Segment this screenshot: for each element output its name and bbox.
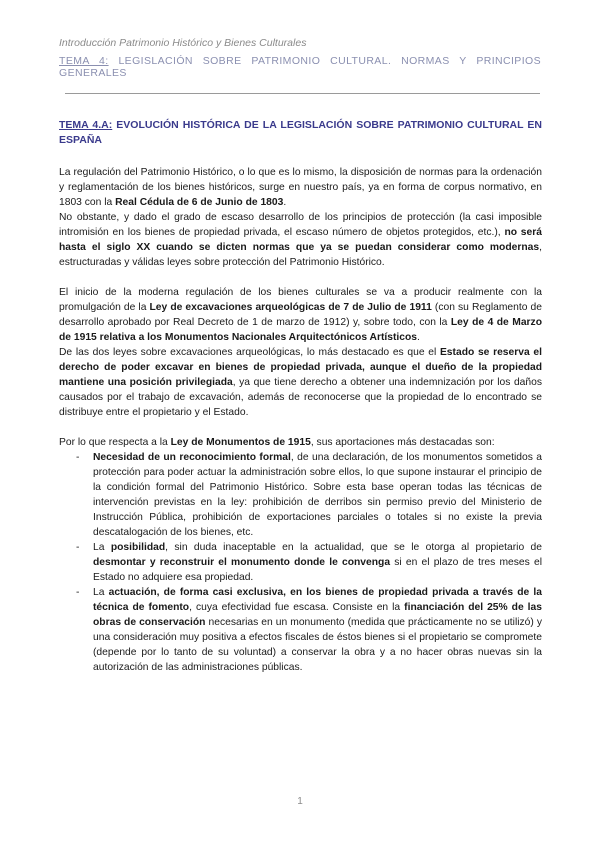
paragraph-3 xyxy=(59,285,542,345)
paragraph-4 xyxy=(59,345,542,420)
header-divider xyxy=(65,93,540,94)
text: . xyxy=(283,197,287,208)
paragraph-1 xyxy=(59,165,542,210)
list-item xyxy=(59,540,542,585)
bold-text: Ley de excavaciones arqueológicas de 7 de Julio de 1911 xyxy=(149,302,432,313)
text: necesarias en un monumento (medida que prácticamente no se utilizó) y una consideración muy positiva a efectos fiscales de éstos bienes si el propietario se compromete (depende por lo tanto de su voluntad) a conservar la obra y a no hacer obras nuevas sin la autorización de las administraciones públicas. xyxy=(93,617,542,673)
bold-text: posibilidad xyxy=(110,542,166,553)
list-dash: - xyxy=(76,452,80,463)
text: El inicio de la moderna regulación de los bienes culturales se va a producir realmente con la promulgación de la xyxy=(59,287,542,313)
text: , de una declaración, de los monumentos sometidos a protección para poder actuar la administración sobre ellos, lo que supone instaurar el principio de la condición formal del Patrimonio Histórico. Sobre esta base operan todas las técnicas de intervención previstas en la ley: prohibición de derribos sin permiso previo del Ministerio de Instrucción Pública, prohibición de exportaciones parciales o totales si no existe la previa descatalogación de los bienes, etc. xyxy=(93,452,542,538)
text: De las dos leyes sobre excavaciones arqueológicas, lo más destacado es que el xyxy=(59,347,440,358)
bold-text: Ley de Monumentos de 1915 xyxy=(170,437,311,448)
topic-title: LEGISLACIÓN SOBRE PATRIMONIO CULTURAL. NORMAS Y PRINCIPIOS GENERALES xyxy=(59,55,541,79)
bold-text: Estado se reserva el derecho de poder excavar en bienes de propiedad privada, aunque el dueño de la propiedad mantiene una posición privilegiada xyxy=(59,347,542,388)
text: , cuya efectividad fue escasa. Consiste en la xyxy=(189,602,405,613)
text: si en el plazo de tres meses el Estado no adquiere esa propiedad. xyxy=(93,557,543,583)
topic-header xyxy=(59,55,541,79)
paragraph-5 xyxy=(59,435,542,450)
text: , sus aportaciones más destacadas son: xyxy=(310,437,495,448)
text: No obstante, y dado el grado de escaso desarrollo de los principios de protección (la casi imposible intromisión en los bienes de propiedad privada, el escaso número de objetos protegidos, etc.), xyxy=(59,212,542,238)
section-label: TEMA 4.A: xyxy=(59,119,113,131)
topic-label: TEMA 4: xyxy=(59,55,109,67)
text: , ya que tiene derecho a obtener una indemnización por los daños causados por el trabajo de excavación, además de reconocerse que la propiedad de lo encontrado se distribuye entre el propietario y el Estado. xyxy=(59,377,542,418)
bold-text: actuación, de forma casi exclusiva, en los bienes de propiedad privada a través de la técnica de fomento xyxy=(93,587,542,613)
text: La xyxy=(93,587,109,598)
text: , estructuradas y válidas leyes sobre protección del Patrimonio Histórico. xyxy=(59,242,542,268)
list-dash: - xyxy=(76,587,80,598)
bold-text: no será hasta el siglo XX cuando se dicten normas que ya se puedan considerar como modernas xyxy=(59,227,542,253)
text: , sin duda inaceptable en la actualidad, que se le otorga al propietario de xyxy=(165,542,542,553)
page-number: 1 xyxy=(297,796,303,807)
section-title xyxy=(59,118,542,148)
bold-text: Real Cédula de 6 de Junio de 1803 xyxy=(115,197,284,208)
text: Por lo que respecta a la xyxy=(59,437,171,448)
bold-text: financiación del 25% de las obras de conservación xyxy=(93,602,542,628)
text: La regulación del Patrimonio Histórico, o lo que es lo mismo, la disposición de normas para la ordenación y reglamentación de los bienes históricos, surge en nuestro país, ya en forma de corpus normativo, en 1803 con la xyxy=(59,167,542,208)
bold-text: Ley de 4 de Marzo de 1915 relativa a los Monumentos Nacionales Arquitectónicos Artísticos xyxy=(59,317,542,343)
course-header: Introducción Patrimonio Histórico y Bienes Culturales xyxy=(59,37,307,49)
text: (con su Reglamento de desarrollo aprobado por Real Decreto de 1 de marzo de 1912) y, sobre todo, con la xyxy=(59,302,542,328)
text: La xyxy=(93,542,111,553)
paragraph-2 xyxy=(59,210,542,270)
document-body xyxy=(59,165,542,675)
text: . xyxy=(417,332,420,343)
contributions-list xyxy=(59,450,542,675)
list-item xyxy=(59,450,542,540)
bold-text: Necesidad de un reconocimiento formal xyxy=(93,452,291,463)
section-title-text: EVOLUCIÓN HISTÓRICA DE LA LEGISLACIÓN SOBRE PATRIMONIO CULTURAL EN ESPAÑA xyxy=(59,119,542,146)
list-dash: - xyxy=(76,542,80,553)
bold-text: desmontar y reconstruir el monumento donde le convenga xyxy=(93,557,391,568)
list-item xyxy=(59,585,542,675)
